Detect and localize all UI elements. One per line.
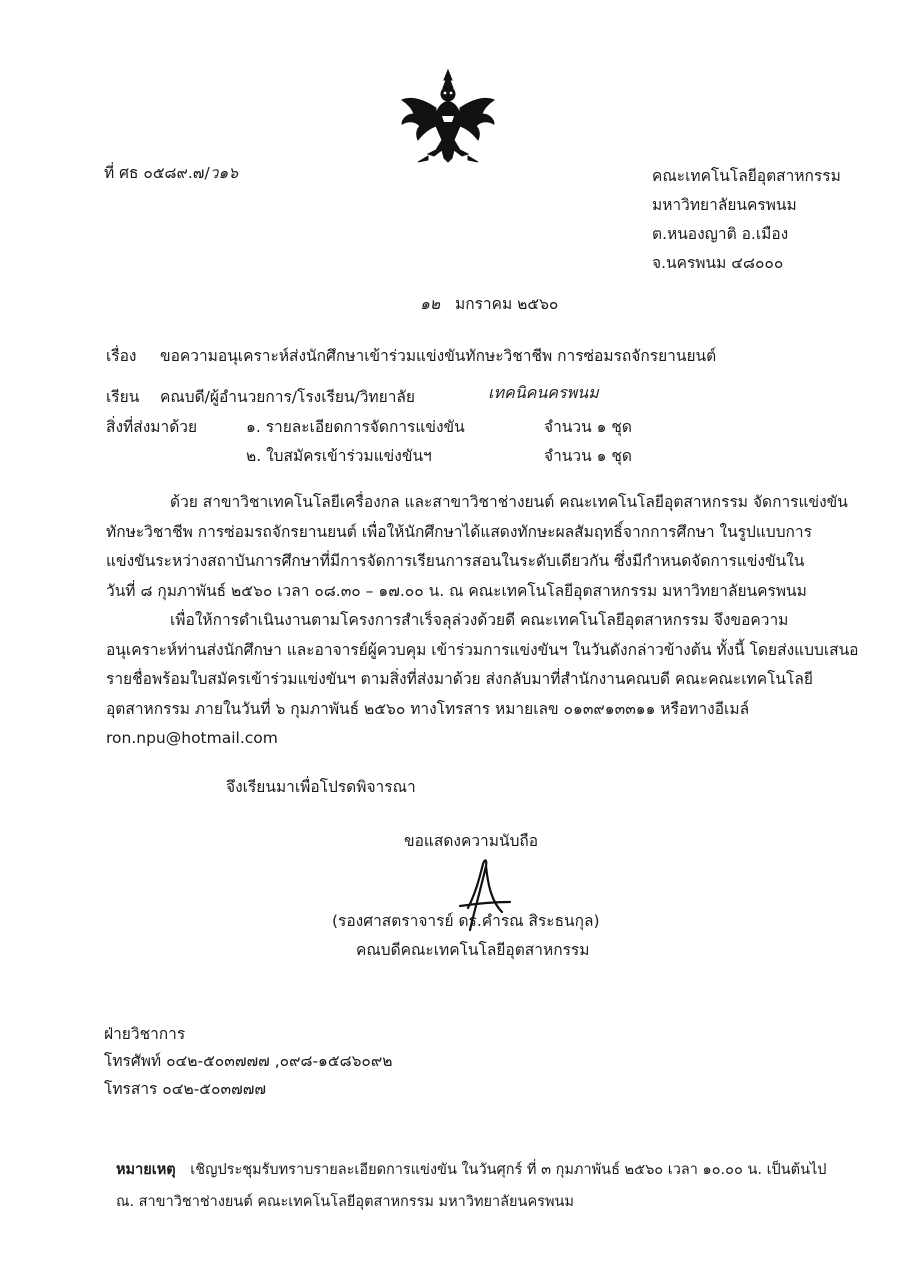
letter-date — [420, 291, 558, 316]
reference-number-handwritten: ว๑๖ — [209, 164, 239, 182]
recipient-handwritten: เทคนิคนครพนม — [488, 383, 599, 402]
recipient-line — [106, 383, 599, 409]
contact-phone: โทรศัพท์ ๐๔๒-๕๐๓๗๗๗ ,๐๙๘-๑๕๘๖๐๙๒ — [104, 1052, 393, 1070]
paragraph-line: เพื่อให้การดำเนินงานตามโครงการสำเร็จลุล่วงด้วยดี คณะเทคโนโลยีอุตสาหกรรม จึงขอความ — [170, 611, 789, 629]
enclosure-quantity: จำนวน ๑ ชุด — [544, 447, 632, 465]
paragraph-line: ด้วย สาขาวิชาเทคโนโลยีเครื่องกล และสาขาวิชาช่างยนต์ คณะเทคโนโลยีอุตสาหกรรม จัดการแข่งขัน — [170, 493, 848, 511]
date-day-handwritten: ๑๒ — [420, 295, 441, 313]
recipient-text: คณบดี/ผู้อำนวยการ/โรงเรียน/วิทยาลัย — [160, 388, 416, 406]
reference-number — [104, 160, 238, 185]
address-line: จ.นครพนม ๔๘๐๐๐ — [652, 254, 784, 272]
reference-number-text: ที่ ศธ ๐๕๘๙.๗/ — [104, 164, 210, 182]
date-month-year: มกราคม ๒๕๖๐ — [455, 295, 559, 313]
note-label: หมายเหตุ — [116, 1162, 176, 1178]
contact-fax: โทรสาร ๐๔๒-๕๐๓๗๗๗ — [104, 1080, 267, 1098]
subject-line — [106, 343, 717, 368]
paragraph-line: อนุเคราะห์ท่านส่งนักศึกษา และอาจารย์ผู้ควบคุม เข้าร่วมการแข่งขันฯ ในวันดังกล่าวข้างต้น ทั้งนี้ โดยส่งแบบเสนอ — [106, 640, 859, 659]
enclosure-item: ๑. รายละเอียดการจัดการแข่งขัน — [246, 418, 465, 436]
body-paragraph-2 — [106, 606, 859, 754]
garuda-emblem-icon — [398, 66, 498, 166]
recipient-label: เรียน — [106, 388, 140, 406]
signatory-position: คณบดีคณะเทคโนโลยีอุตสาหกรรม — [356, 941, 590, 959]
email-address: ron.npu@hotmail.com — [106, 729, 278, 747]
paragraph-line: แข่งขันระหว่างสถาบันการศึกษาที่มีการจัดการเรียนการสอนในระดับเดียวกัน ซึ่งมีกำหนดจัดการแข่งขันใน — [106, 552, 805, 570]
paragraph-line: รายชื่อพร้อมใบสมัครเข้าร่วมแข่งขันฯ ตามสิ่งที่ส่งมาด้วย ส่งกลับมาที่สำนักงานคณบดี คณะคณะเทคโนโลยี — [106, 670, 813, 688]
address-line: ต.หนองญาติ อ.เมือง — [652, 225, 789, 243]
note-line-1 — [116, 1158, 826, 1181]
complimentary-closing: ขอแสดงความนับถือ — [404, 832, 539, 850]
paragraph-line: อุตสาหกรรม ภายในวันที่ ๖ กุมภาพันธ์ ๒๕๖๐ ทางโทรสาร หมายเลข ๐๑๓๙๑๓๓๑๑ หรือทางอีเมล์ — [106, 699, 750, 718]
address-line: คณะเทคโนโลยีอุตสาหกรรม — [652, 167, 841, 185]
body-paragraph-1 — [106, 488, 848, 606]
enclosures-label: สิ่งที่ส่งมาด้วย — [106, 418, 198, 436]
paragraph-line: ทักษะวิชาชีพ การซ่อมรถจักรยานยนต์ เพื่อให้นักศึกษาได้แสดงทักษะผลสัมฤทธิ์จากการศึกษา ในรูปแบบการ — [106, 522, 812, 541]
enclosure-quantity: จำนวน ๑ ชุด — [544, 418, 632, 436]
closing-request: จึงเรียนมาเพื่อโปรดพิจารณา — [226, 778, 416, 796]
signatory-name: (รองศาสตราจารย์ ดร.คำรณ สิระธนกุล) — [332, 912, 600, 930]
subject-label: เรื่อง — [106, 347, 137, 365]
note-line-2: ณ. สาขาวิชาช่างยนต์ คณะเทคโนโลยีอุตสาหกรรม มหาวิทยาลัยนครพนม — [116, 1194, 574, 1210]
note-text: เชิญประชุมรับทราบรายละเอียดการแข่งขัน ในวันศุกร์ ที่ ๓ กุมภาพันธ์ ๒๕๖๐ เวลา ๑๐.๐๐ น. เป็นต้นไป — [190, 1162, 827, 1178]
enclosure-item: ๒. ใบสมัครเข้าร่วมแข่งขันฯ — [246, 447, 432, 465]
address-line: มหาวิทยาลัยนครพนม — [652, 196, 797, 214]
sender-address — [652, 162, 841, 278]
paragraph-line: วันที่ ๘ กุมภาพันธ์ ๒๕๖๐ เวลา ๐๘.๓๐ – ๑๗.๐๐ น. ณ คณะเทคโนโลยีอุตสาหกรรม มหาวิทยาลัยนครพนม — [106, 581, 807, 600]
subject-text: ขอความอนุเคราะห์ส่งนักศึกษาเข้าร่วมแข่งขันทักษะวิชาชีพ การซ่อมรถจักรยานยนต์ — [160, 347, 717, 365]
contact-department: ฝ่ายวิชาการ — [104, 1025, 186, 1043]
